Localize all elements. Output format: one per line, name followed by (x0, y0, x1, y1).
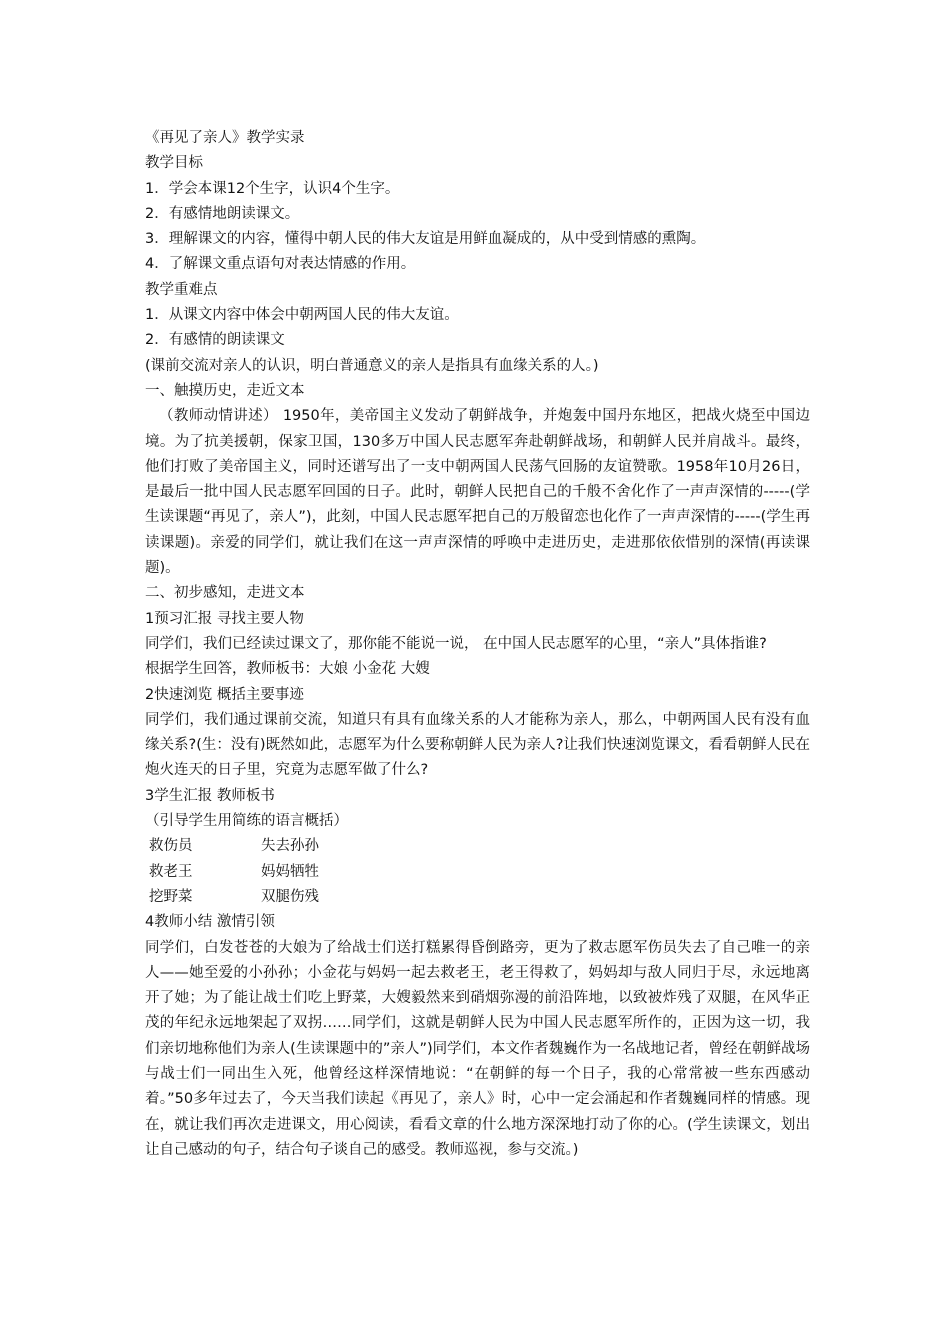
difficulty-item: 1．从课文内容中体会中朝两国人民的伟大友谊。 (145, 307, 459, 324)
step-1-paragraph: 同学们，我们已经读过课文了，那你能不能说一说， 在中国人民志愿军的心里，“亲人”具体指谁? (145, 635, 767, 652)
board-cell-right: 失去孙孙 (261, 838, 319, 855)
goal-item: 4．了解课文重点语句对表达情感的作用。 (145, 256, 416, 273)
document-title: 《再见了亲人》教学实录 (145, 130, 305, 146)
board-cell-left: 挖野菜 (149, 888, 193, 905)
difficulty-item: 2．有感情的朗读课文 (145, 332, 285, 349)
goal-item: 1．学会本课12个生字，认识4个生字。 (145, 180, 400, 197)
goal-item: 3．理解课文的内容，懂得中朝人民的伟大友谊是用鲜血凝成的，从中受到情感的熏陶。 (145, 231, 706, 248)
section-heading-1: 一、触摸历史，走近文本 (145, 382, 305, 399)
pre-class-note: (课前交流对亲人的认识，明白普通意义的亲人是指具有血缘关系的人。) (145, 357, 599, 374)
step-1-heading: 1预习汇报 寻找主要人物 (145, 610, 304, 627)
goals-heading: 教学目标 (145, 155, 203, 172)
board-cell-left: 救伤员 (149, 838, 193, 855)
section-1-paragraph: （教师动情讲述） 1950年，美帝国主义发动了朝鲜战争，并炮轰中国丹东地区，把战火烧至中国边境。为了抗美援朝，保家卫国，130多万中国人民志愿军奔赴朝鲜战场，和朝鲜人民并肩战斗。最终，他们打败了美帝国主义，同时还谱写出了一支中朝两国人民荡气回肠的友谊赞歌。1958年10月26日，是最后一批中国人民志愿军回国的日子。此时，朝鲜人民把自己的千般不舍化作了一声声深情的-----(学生读课题“再见了，亲人”)，此刻，中国人民志愿军把自己的万般留恋也化作了一声声深情的-----(学生再读课题)。亲爱的同学们，就让我们在这一声声深情的呼唤中走进历史，走进那依依惜别的深情(再读课题)。 (145, 408, 810, 577)
step-3-heading: 3学生汇报 教师板书 (145, 787, 275, 804)
step-3-note: （引导学生用简练的语言概括） (145, 813, 348, 830)
section-heading-2: 二、初步感知，走进文本 (145, 585, 305, 602)
board-cell-left: 救老王 (149, 863, 193, 880)
step-4-paragraph: 同学们，白发苍苍的大娘为了给战士们送打糕累得昏倒路旁，更为了救志愿军伤员失去了自己唯一的亲人——她至爱的小孙孙；小金花与妈妈一起去救老王，老王得救了，妈妈却与敌人同归于尽，永远地离开了她；为了能让战士们吃上野菜，大嫂毅然来到硝烟弥漫的前沿阵地，以致被炸残了双腿，在风华正茂的年纪永远地架起了双拐……同学们，这就是朝鲜人民为中国人民志愿军所作的，正因为这一切，我们亲切地称他们为亲人(生读课题中的”亲人”)同学们，本文作者魏巍作为一名战地记者，曾经在朝鲜战场与战士们一同出生入死，他曾经这样深情地说：“在朝鲜的每一个日子，我的心常常被一些东西感动着。”50多年过去了，今天当我们读起《再见了，亲人》时，心中一定会涌起和作者魏巍同样的情感。现在，就让我们再次走进课文，用心阅读，看看文章的什么地方深深地打动了你的心。(学生读课文，划出让自己感动的句子，结合句子谈自己的感受。教师巡视，参与交流。) (145, 939, 810, 1158)
step-2-heading: 2快速浏览 概括主要事迹 (145, 686, 304, 703)
step-4-heading: 4教师小结 激情引领 (145, 914, 275, 931)
document-body (145, 126, 810, 1163)
board-cell-right: 妈妈牺牲 (261, 863, 319, 880)
step-1-board: 根据学生回答，教师板书：大娘 小金花 大嫂 (145, 661, 430, 678)
goal-item: 2．有感情地朗读课文。 (145, 205, 300, 222)
step-2-paragraph: 同学们，我们通过课前交流，知道只有具有血缘关系的人才能称为亲人，那么，中朝两国人民有没有血缘关系?(生：没有)既然如此，志愿军为什么要称朝鲜人民为亲人?让我们快速浏览课文，看看朝鲜人民在炮火连天的日子里，究竟为志愿军做了什么? (145, 711, 810, 779)
board-cell-right: 双腿伤残 (261, 888, 319, 905)
board-table (145, 834, 810, 910)
difficulty-heading: 教学重难点 (145, 281, 218, 298)
